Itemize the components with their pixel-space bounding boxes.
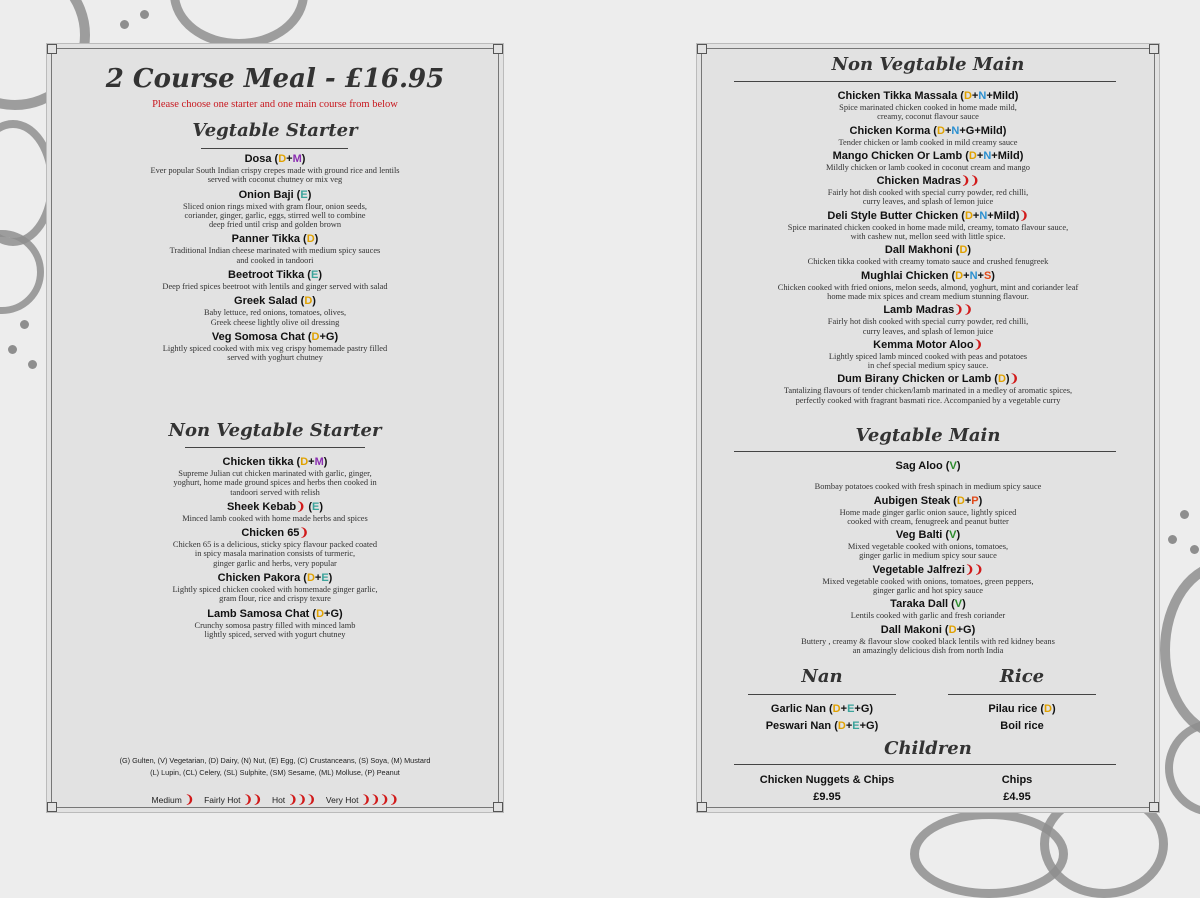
item-name-text: Deli Style Butter Chicken [827, 209, 959, 222]
menu-item-description: home made mix spices and cream medium stunning flavour. [827, 291, 1029, 301]
menu-item-description: Fairly hot dish cooked with special curry powder, red chilli, [827, 188, 1029, 198]
menu-item [697, 210, 1159, 242]
menu-item-description: served with coconut chutney or mix veg [207, 175, 343, 185]
menu-item [47, 233, 503, 265]
item-name-text: Chicken Pakora [217, 572, 301, 585]
rice-list [948, 703, 1096, 737]
menu-item [697, 624, 1159, 656]
menu-item-description: Spice marinated chicken cooked in home made mild, creamy, tomato flavour sauce, [787, 222, 1069, 232]
menu-item [47, 331, 503, 363]
item-name-text: Lamb Samosa Chat [207, 607, 310, 620]
menu-item-description: Tender chicken or lamb cooked in mild creamy sauce [838, 137, 1018, 147]
menu-item-description: Supreme Julian cut chicken marinated with garlic, ginger, [178, 469, 372, 478]
nonveg-main-heading: Non Vegtable Main [831, 54, 1025, 75]
allergen-code: G [330, 607, 340, 620]
menu-item-name: Greek Salad (D) [234, 295, 316, 308]
menu-item [697, 495, 1159, 527]
allergen-code: V [949, 529, 957, 542]
menu-item-description: ginger garlic and herbs, very popular [213, 558, 337, 568]
item-name-text: Dosa [244, 153, 272, 165]
allergen-code: V [949, 460, 957, 472]
veg-main-divider [734, 451, 1116, 452]
allergen-legend-line: (L) Lupin, (CL) Celery, (SL) Sulphite, (SM) Sesame, (ML) Molluse, (P) Peanut [150, 768, 400, 777]
menu-item-name [697, 339, 1159, 352]
menu-item [697, 564, 1159, 596]
item-name-text: Onion Baji [238, 188, 294, 201]
menu-item-name: Dum Birany Chicken or Lamb (D)❩ [837, 373, 1019, 386]
menu-item-description: Lightly spiced cooked with mix veg crispy homemade pastry filled [162, 343, 388, 353]
chili-icon: ❩❩❩ [285, 794, 316, 806]
menu-item-description: in spicy masala marination consists of turmeric, [194, 549, 356, 559]
chili-icon: ❩ [1019, 209, 1029, 222]
allergen-code: D [936, 124, 945, 137]
item-name-text: Veg Balti [895, 529, 943, 542]
menu-item-name: Lamb Samosa Chat (D+G) [207, 607, 343, 620]
children-item-name: Chips [1001, 774, 1033, 786]
right-menu-page [697, 44, 1159, 812]
menu-item-name: Mango Chicken Or Lamb (D+N+Mild) [832, 149, 1024, 162]
menu-item-description: Greek cheese lightly olive oil dressing [210, 317, 340, 327]
menu-item-description: Bombay potatoes cooked with fresh spinach in medium spicy sauce [814, 482, 1042, 492]
menu-item-name: Deli Style Butter Chicken (D+N+Mild)❩ [827, 209, 1029, 222]
menu-item-name: Veg Somosa Chat (D+G) [211, 330, 339, 343]
menu-item-description: Crunchy somosa pastry filled with minced lamb [194, 620, 356, 630]
allergen-code: N [979, 209, 988, 222]
menu-item-description: curry leaves, and splash of lemon juice [862, 326, 994, 336]
allergen-code: G [963, 623, 972, 636]
menu-item [697, 244, 1159, 266]
menu-item-description: Mixed vegetable cooked with onions, tomatoes, green peppers, [822, 576, 1034, 586]
menu-item [47, 456, 503, 497]
menu-item-description: perfectly cooked with fragrant basmati rice. Accompanied by a vegetable curry [795, 395, 1061, 405]
allergen-code: S [983, 269, 992, 282]
veg-starter-heading: Vegtable Starter [192, 120, 358, 141]
chili-icon: ❩❩ [954, 304, 973, 317]
veg-starter-divider [201, 148, 348, 149]
menu-item [47, 295, 503, 327]
allergen-code: D [968, 149, 977, 162]
allergen-code: E [321, 572, 329, 585]
menu-item [47, 608, 503, 640]
nan-divider [748, 694, 896, 695]
nan-heading: Nan [801, 666, 843, 687]
menu-item [697, 304, 1159, 336]
item-name-text: Chicken Tikka Massala [837, 90, 958, 102]
menu-item-description: Chicken cooked with fried onions, melon seeds, almond, yoghurt, mint and coriander leaf [777, 282, 1079, 292]
allergen-code: D [997, 373, 1006, 386]
allergen-code: Mild [992, 90, 1015, 102]
chili-icon: ❩ [973, 338, 983, 351]
menu-item-name: Chicken tikka (D+M) [222, 456, 328, 468]
menu-item-description: Tantalizing flavours of tender chicken/lamb marinated in a medley of aromatic spices, [783, 386, 1073, 396]
children-item-price: £9.95 [813, 791, 841, 803]
spice-key-label: Fairly Hot [204, 795, 241, 805]
item-name-text: Sheek Kebab [226, 500, 297, 513]
menu-item [47, 572, 503, 604]
menu-item-description: Minced lamb cooked with home made herbs and spices [182, 513, 368, 523]
menu-item [697, 270, 1159, 302]
menu-item-description: Mildly chicken or lamb cooked in coconut cream and mango [826, 162, 1030, 172]
allergen-code: D [963, 90, 972, 102]
children-item-price: £4.95 [1003, 791, 1031, 803]
allergen-code: N [951, 124, 960, 137]
menu-item-description: Ever popular South Indian crispy crepes made with ground rice and lentils [150, 166, 400, 175]
menu-item-description: Home made ginger garlic onion sauce, lightly spiced [839, 507, 1017, 517]
menu-item [697, 150, 1159, 172]
nonveg-main-divider [734, 81, 1116, 82]
allergen-code: D [955, 269, 964, 282]
item-name-text: Dum Birany Chicken or Lamb [837, 373, 992, 386]
children-heading: Children [884, 738, 972, 759]
allergen-code: D [964, 209, 973, 222]
menu-item-description: lightly spiced, served with yogurt chutney [204, 629, 346, 639]
menu-item-description: served with yoghurt chutney [227, 353, 323, 363]
side-item: Peswari Nan (D+E+G) [765, 720, 879, 732]
menu-item-name: Panner Tikka (D) [231, 233, 319, 246]
allergen-code: D [304, 295, 313, 308]
menu-item-description: creamy, coconut flavour sauce [877, 112, 979, 122]
menu-item-description: with cashew nut, mellon seed with little spice. [850, 232, 1006, 242]
allergen-code: M [292, 153, 302, 165]
menu-item-description: Fairly hot dish cooked with special curry powder, red chilli, [827, 317, 1029, 327]
menu-item-name: Aubigen Steak (D+P) [873, 494, 983, 507]
item-name-text: Chicken Korma [849, 124, 931, 137]
item-name-text: Greek Salad [234, 295, 298, 308]
menu-item-name: Mughlai Chicken (D+N+S) [861, 269, 995, 282]
menu-item-description: Deep fried spices beetroot with lentils and ginger served with salad [162, 282, 388, 292]
menu-item-name: Onion Baji (E) [238, 188, 312, 201]
item-name-text: Dall Makhoni [884, 244, 953, 257]
menu-item [697, 125, 1159, 147]
menu-item-name: Beetroot Tikka (E) [228, 269, 322, 282]
menu-item-name: Dall Makhoni (D) [884, 244, 972, 257]
children-item [752, 772, 902, 806]
menu-item-name [697, 564, 1159, 577]
spice-key-item [326, 795, 399, 805]
menu-item-name: Sag Aloo (V) [895, 460, 961, 472]
menu-item-name: Chicken Pakora (D+E) [217, 572, 333, 585]
allergen-code: G [325, 330, 335, 343]
veg-starter-list [47, 153, 503, 367]
side-item [948, 720, 1096, 733]
item-name-text: Taraka Dall [890, 598, 949, 611]
nan-list [748, 703, 896, 737]
menu-item-name: Veg Balti (V) [895, 529, 961, 542]
menu-item-description: Spice marinated chicken cooked in home made mild, [839, 103, 1017, 112]
menu-item [47, 153, 503, 185]
menu-item-name [697, 175, 1159, 188]
veg-main-list [697, 460, 1159, 658]
allergen-code: D [316, 607, 325, 620]
menu-item-description: Lightly spiced lamb minced cooked with peas and potatoes [828, 351, 1028, 361]
menu-item-description: ginger garlic in medium spicy sour sauce [859, 551, 997, 561]
allergen-code: E [312, 500, 320, 513]
side-item-name: Boil rice [1000, 720, 1044, 732]
rice-divider [948, 694, 1096, 695]
item-name-text: Chicken Madras [876, 175, 961, 188]
menu-item-description: Chicken 65 is a delicious, sticky spicy flavour packed coated [172, 540, 378, 550]
allergen-code: D [311, 330, 320, 343]
menu-item-description: yoghurt, home made ground spices and herbs then cooked in [173, 478, 377, 488]
item-name-text: Sag Aloo [895, 460, 943, 472]
menu-item-description: Lentils cooked with garlic and fresh coriander [850, 611, 1006, 621]
menu-item-name: Sheek Kebab❩ (E) [226, 500, 324, 513]
chili-icon: ❩ [181, 794, 195, 806]
spice-key-item [272, 795, 316, 805]
item-name-text: Chicken 65 [241, 527, 300, 540]
nonveg-starter-list [47, 456, 503, 643]
menu-item-description: coriander, ginger, garlic, eggs, stirred well to combine [184, 210, 366, 220]
menu-item-name: Chicken Tikka Massala (D+N+Mild) [837, 90, 1019, 102]
rice-heading: Rice [999, 666, 1045, 687]
allergen-code: E [847, 703, 855, 715]
allergen-code: N [983, 149, 992, 162]
item-name-text: Chicken tikka [222, 456, 294, 468]
menu-item-description: an amazingly delicious dish from north India [852, 645, 1004, 655]
allergen-code: D [832, 703, 841, 715]
page-subtitle: Please choose one starter and one main course from below [152, 99, 398, 110]
spice-key-item [204, 795, 262, 805]
menu-item-name: Dosa (D+M) [244, 153, 306, 165]
menu-item [697, 175, 1159, 207]
allergen-code: E [310, 269, 319, 282]
item-name-text: Kemma Motor Aloo [873, 338, 974, 351]
chili-icon: ❩ [1009, 373, 1019, 386]
menu-item [47, 189, 503, 230]
menu-item [697, 598, 1159, 620]
chili-icon: ❩ [299, 527, 309, 540]
item-name-text: Mughlai Chicken [861, 269, 949, 282]
menu-item-description: cooked with cream, fenugreek and peanut butter [847, 516, 1009, 526]
children-item [957, 772, 1077, 806]
allergen-code: G [965, 124, 975, 137]
item-name-text: Vegetable Jalfrezi [872, 563, 965, 576]
menu-item-description: Traditional Indian cheese marinated with medium spicy sauces [169, 246, 381, 256]
item-name-text: Veg Somosa Chat [211, 330, 305, 343]
allergen-code: N [969, 269, 978, 282]
menu-item-description: deep fried until crisp and golden brown [208, 220, 342, 230]
left-menu-page [47, 44, 503, 812]
menu-item [697, 460, 1159, 492]
menu-item-description: Chicken tikka cooked with creamy tomato sauce and crushed fenugreek [807, 257, 1049, 267]
side-item-name: Pilau rice [988, 703, 1038, 715]
item-name-text: Beetroot Tikka [228, 269, 305, 282]
allergen-code: D [300, 456, 309, 468]
nonveg-main-list [697, 90, 1159, 408]
allergen-code: D [959, 244, 968, 257]
menu-item-name: Dall Makoni (D+G) [880, 623, 976, 636]
menu-item [697, 339, 1159, 371]
menu-item-description: in chef special medium spicy sauce. [867, 361, 989, 371]
veg-main-heading: Vegtable Main [855, 425, 1001, 446]
item-name-text: Mango Chicken Or Lamb [832, 149, 963, 162]
nonveg-starter-heading: Non Vegtable Starter [168, 420, 382, 441]
menu-item-description: curry leaves, and splash of lemon juice [862, 197, 994, 207]
allergen-code: V [954, 598, 963, 611]
chili-icon: ❩❩❩❩ [358, 794, 399, 806]
nonveg-starter-divider [185, 447, 365, 448]
menu-item [47, 527, 503, 568]
menu-item-description: Buttery , creamy & flavour slow cooked black lentils with red kidney beans [801, 636, 1055, 646]
item-name-text: Aubigen Steak [873, 494, 951, 507]
page-title: 2 Course Meal - £16.95 [105, 64, 445, 94]
menu-item-description [697, 473, 1159, 482]
children-divider [734, 764, 1116, 765]
menu-item-description: Sliced onion rings mixed with gram flour, onion seeds, [183, 201, 367, 211]
allergen-code: N [978, 90, 987, 102]
allergen-legend [47, 755, 503, 779]
allergen-legend-line: (G) Gulten, (V) Vegetarian, (D) Dairy, (N) Nut, (E) Egg, (C) Crustanceans, (S) Soya, (M) Mustard [119, 756, 431, 765]
allergen-code: D [306, 572, 315, 585]
side-item-name: Peswari Nan [765, 720, 832, 732]
menu-item [697, 90, 1159, 122]
item-name-text: Dall Makoni [880, 623, 942, 636]
menu-item-description: and cooked in tandoori [236, 255, 314, 265]
side-item: Pilau rice (D) [988, 703, 1056, 715]
menu-item [697, 529, 1159, 561]
allergen-code: M [314, 456, 324, 468]
item-name-text: Lamb Madras [883, 304, 955, 317]
menu-item-description: Baby lettuce, red onions, tomatoes, olives, [203, 308, 347, 318]
menu-item-name [47, 527, 503, 540]
allergen-code: G [866, 720, 875, 732]
spice-key-label: Medium [151, 795, 182, 805]
menu-item-name: Chicken Korma (D+N+G+Mild) [849, 124, 1007, 137]
allergen-code: D [278, 153, 287, 165]
spice-key-label: Very Hot [325, 795, 359, 805]
spice-key [47, 793, 503, 806]
side-item-name: Garlic Nan [770, 703, 826, 715]
allergen-code: E [300, 188, 308, 201]
menu-item-name: Taraka Dall (V) [890, 598, 966, 611]
allergen-code: G [860, 703, 870, 715]
chili-icon: ❩❩ [240, 794, 262, 806]
allergen-code: D [956, 494, 965, 507]
menu-item [47, 269, 503, 291]
side-item: Garlic Nan (D+E+G) [770, 703, 874, 715]
allergen-code: D [306, 233, 315, 246]
allergen-code: D [1044, 703, 1052, 715]
menu-item-description: gram flour, rice and crispy texure [219, 594, 331, 604]
menu-item-description: ginger garlic and hot spicy sauce [873, 586, 983, 596]
chili-icon: ❩❩ [964, 563, 984, 576]
allergen-code: D [948, 623, 957, 636]
menu-item [47, 501, 503, 523]
allergen-code: Mild [993, 209, 1016, 222]
spice-key-item [152, 795, 195, 805]
menu-item-name [697, 304, 1159, 317]
menu-item [697, 373, 1159, 405]
menu-item-description: Mixed vegetable cooked with onions, tomatoes, [847, 542, 1009, 552]
menu-item-description: tandoori served with relish [230, 487, 320, 497]
allergen-code: P [971, 494, 979, 507]
allergen-code: Mild [997, 149, 1020, 162]
allergen-code: D [837, 720, 846, 732]
chili-icon: ❩ [296, 500, 306, 513]
chili-icon: ❩❩ [960, 175, 980, 188]
children-item-name: Chicken Nuggets & Chips [759, 774, 895, 786]
item-name-text: Panner Tikka [231, 233, 300, 246]
allergen-code: Mild [980, 124, 1003, 137]
allergen-code: E [852, 720, 860, 732]
spice-key-label: Hot [271, 795, 286, 805]
menu-item-description: Lightly spiced chicken cooked with homemade ginger garlic, [172, 585, 378, 595]
